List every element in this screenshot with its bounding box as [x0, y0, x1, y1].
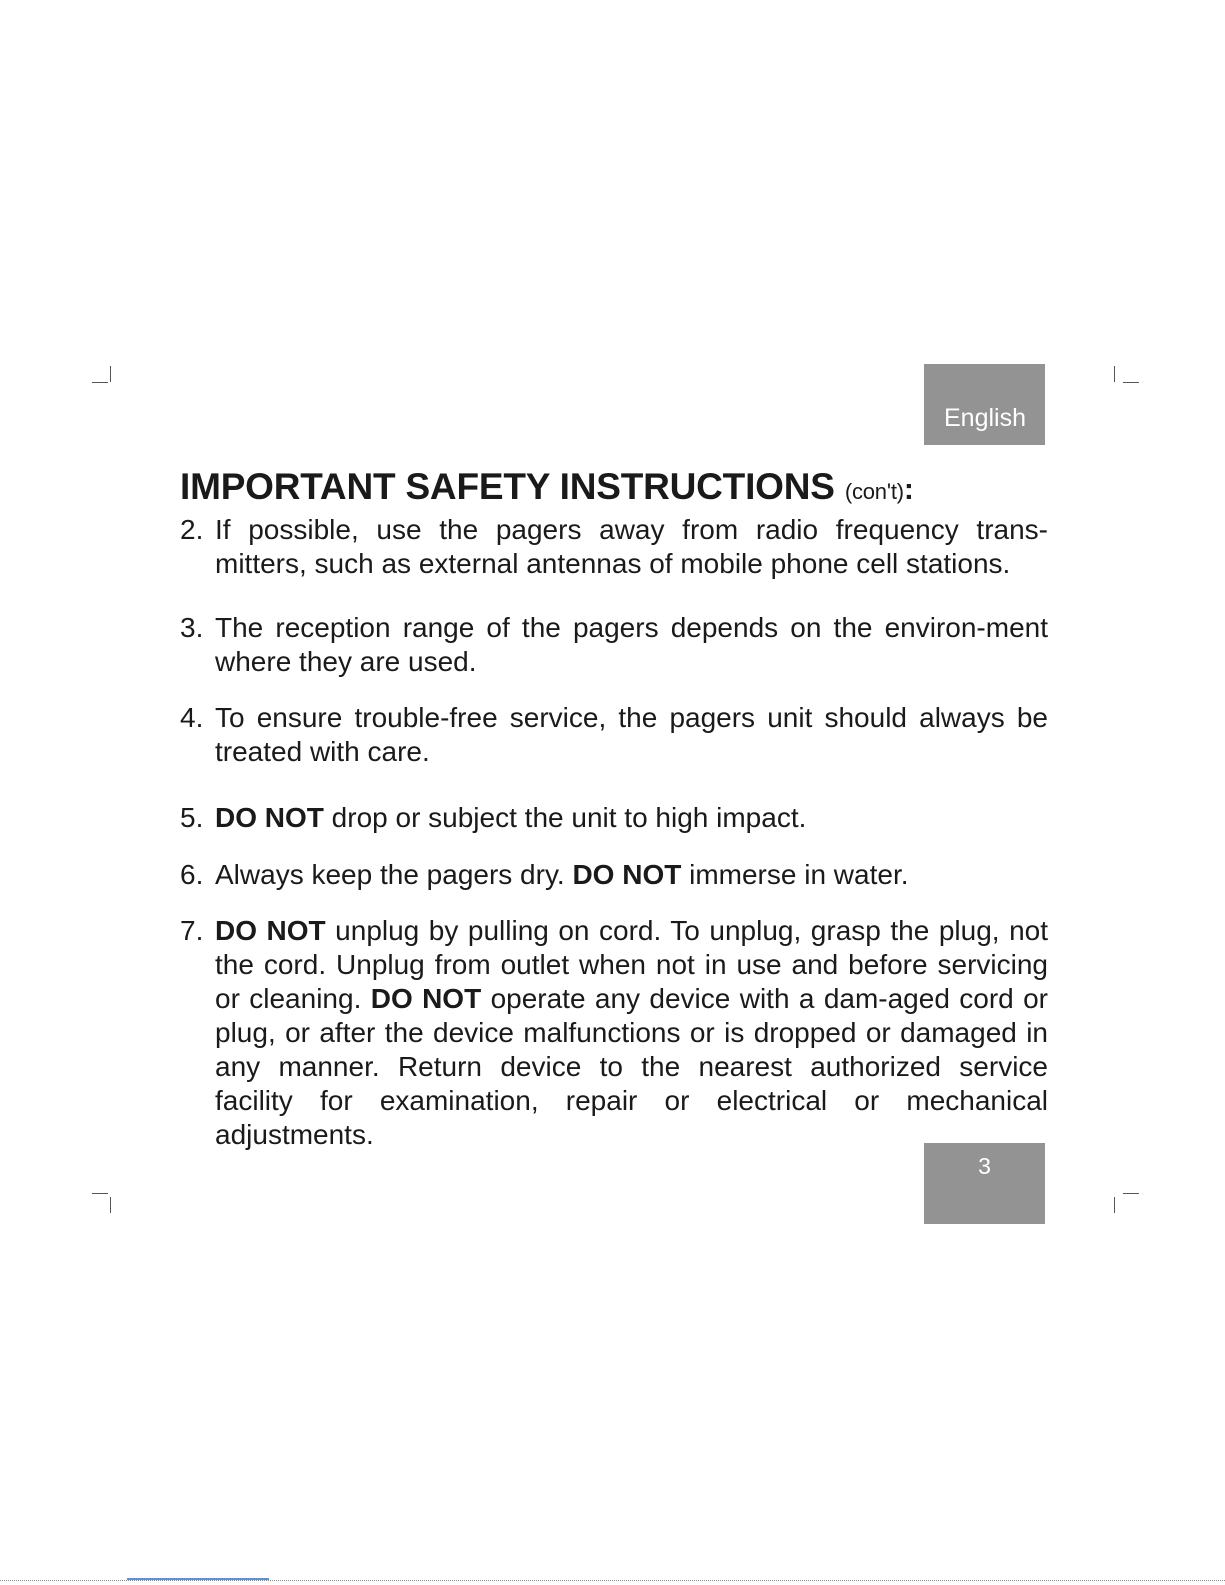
- item-text-rest: immerse in water.: [681, 859, 909, 890]
- crop-mark-bottom-left-v: [110, 1197, 111, 1213]
- crop-mark-bottom-right-h: [1123, 1193, 1139, 1194]
- instruction-item-2: [180, 513, 1048, 581]
- item-text: The reception range of the pagers depends on the environ-ment where they are used.: [215, 612, 1048, 677]
- do-not-emphasis: DO NOT: [215, 802, 324, 833]
- crop-mark-top-right-h: [1123, 382, 1139, 383]
- item-text-pre: Always keep the pagers dry.: [215, 859, 573, 890]
- item-number: 6.: [180, 859, 204, 890]
- item-number: 4.: [180, 702, 204, 733]
- item-text: To ensure trouble-free service, the pagers unit should always be treated with care.: [215, 702, 1048, 767]
- bottom-dotted-rule: [0, 1580, 1225, 1582]
- item-text-mid: unplug by pulling on cord. To unplug, grasp the plug, not the cord. Unplug from outlet when not in use and before servicing or cleaning.: [215, 915, 1048, 1014]
- do-not-emphasis-2: DO NOT: [370, 983, 482, 1014]
- page-number-tab: [924, 1143, 1045, 1224]
- item-text: [215, 914, 1048, 1152]
- page-number: 3: [978, 1153, 991, 1179]
- heading-main: IMPORTANT SAFETY INSTRUCTIONS: [180, 466, 835, 507]
- item-text: [215, 858, 1048, 892]
- do-not-emphasis: DO NOT: [215, 915, 326, 946]
- crop-mark-bottom-right-v: [1114, 1197, 1115, 1213]
- instruction-item-5: [180, 801, 1048, 835]
- crop-mark-bottom-left-h: [92, 1193, 108, 1194]
- page-heading: [180, 466, 914, 508]
- item-number: 3.: [180, 612, 204, 643]
- instruction-item-3: [180, 611, 1048, 679]
- language-label: English: [944, 404, 1026, 432]
- instruction-item-6: [180, 858, 1048, 892]
- heading-sub: (con't): [844, 479, 904, 504]
- crop-mark-top-left-h: [92, 382, 108, 383]
- heading-colon: :: [903, 473, 914, 506]
- crop-mark-top-left-v: [110, 366, 111, 382]
- crop-mark-top-right-v: [1114, 366, 1115, 382]
- item-text-rest: operate any device with a dam-aged cord or plug, or after the device malfunctions or is dropped or damaged in any manner. Return device to the nearest authorized service facility for examination, repair or electrical or mechanical adjustments.: [215, 983, 1049, 1150]
- item-number: 5.: [180, 802, 204, 833]
- do-not-emphasis: DO NOT: [572, 859, 682, 890]
- item-text: If possible, use the pagers away from radio frequency trans-mitters, such as external antennas of mobile phone cell stations.: [215, 514, 1048, 579]
- bottom-accent-mark: [127, 1578, 269, 1580]
- item-number: 2.: [180, 514, 204, 545]
- instruction-item-7: [180, 914, 1048, 1152]
- item-number: 7.: [180, 915, 204, 946]
- language-tab: [924, 364, 1045, 445]
- item-text-rest: drop or subject the unit to high impact.: [323, 802, 807, 833]
- instruction-item-4: [180, 701, 1048, 769]
- item-text: [215, 801, 1048, 835]
